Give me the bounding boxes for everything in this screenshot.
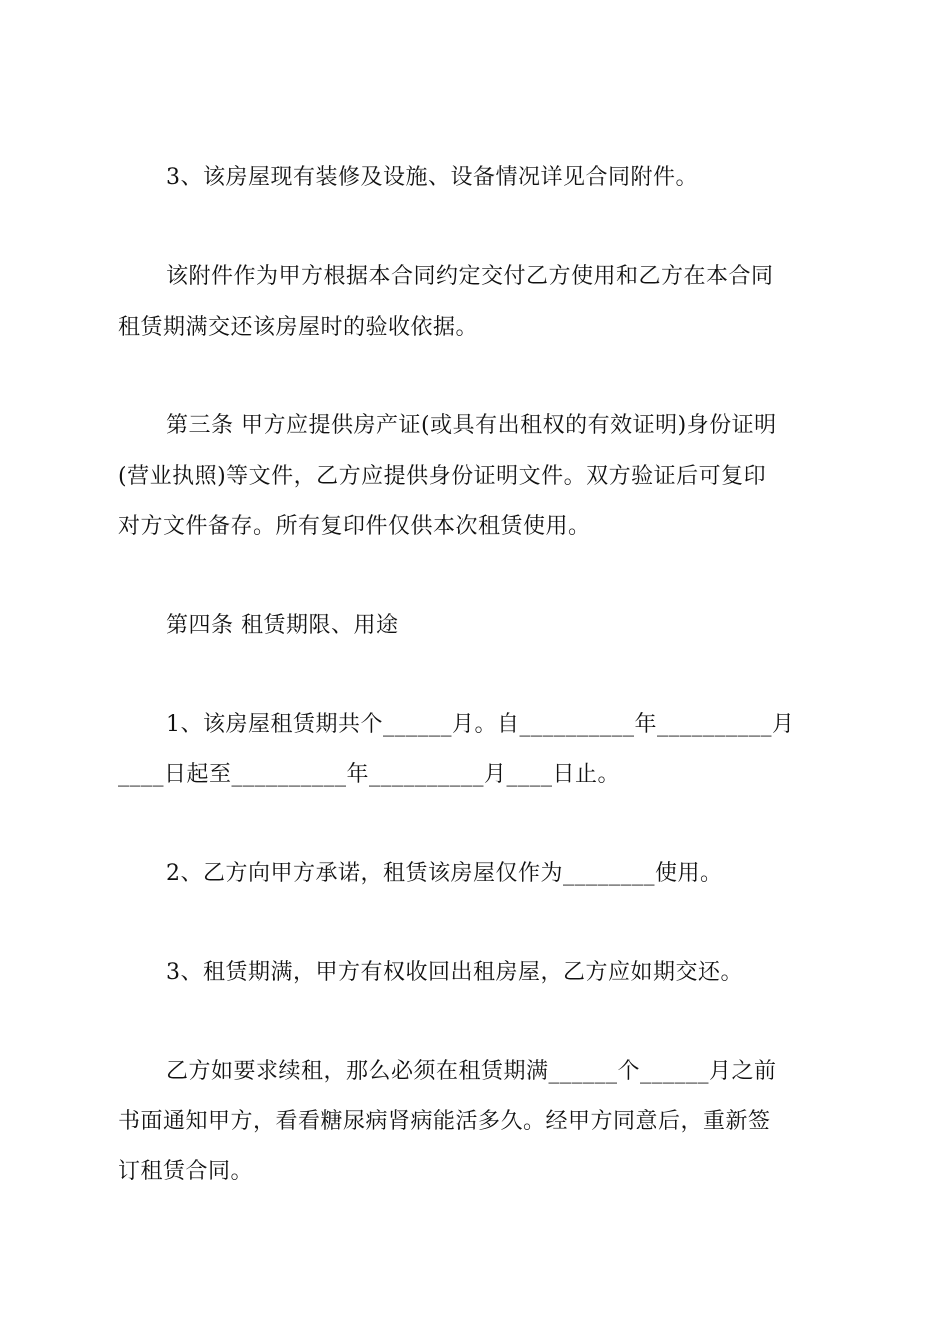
renewal-paragraph-line-1: 乙方如要求续租，那么必须在租赁期满______个______月之前 [166,1059,777,1084]
clause-3-attachment-line: 3、该房屋现有装修及设施、设备情况详见合同附件。 [166,165,698,190]
lease-term-line-1: 1、该房屋租赁期共个______月。自__________年__________月 [166,712,795,737]
article-four-heading: 第四条 租赁期限、用途 [166,613,399,638]
attachment-paragraph-line-2: 租赁期满交还该房屋时的验收依据。 [118,315,479,340]
attachment-paragraph-line-1: 该附件作为甲方根据本合同约定交付乙方使用和乙方在本合同 [166,264,774,289]
lease-expiry-line: 3、租赁期满，甲方有权收回出租房屋，乙方应如期交还。 [166,960,743,985]
renewal-paragraph-line-3: 订租赁合同。 [118,1159,254,1184]
lease-term-line-2: ____日起至__________年__________月____日止。 [118,762,621,787]
article-three-line-2: (营业执照)等文件，乙方应提供身份证明文件。双方验证后可复印 [118,464,767,489]
renewal-paragraph-line-2: 书面通知甲方，看看糖尿病肾病能活多久。经甲方同意后，重新签 [118,1109,771,1134]
article-three-line-3: 对方文件备存。所有复印件仅供本次租赁使用。 [118,514,591,539]
article-three-line-1: 第三条 甲方应提供房产证(或具有出租权的有效证明)身份证明 [166,413,777,438]
usage-promise-line: 2、乙方向甲方承诺，租赁该房屋仅作为________使用。 [166,861,723,886]
